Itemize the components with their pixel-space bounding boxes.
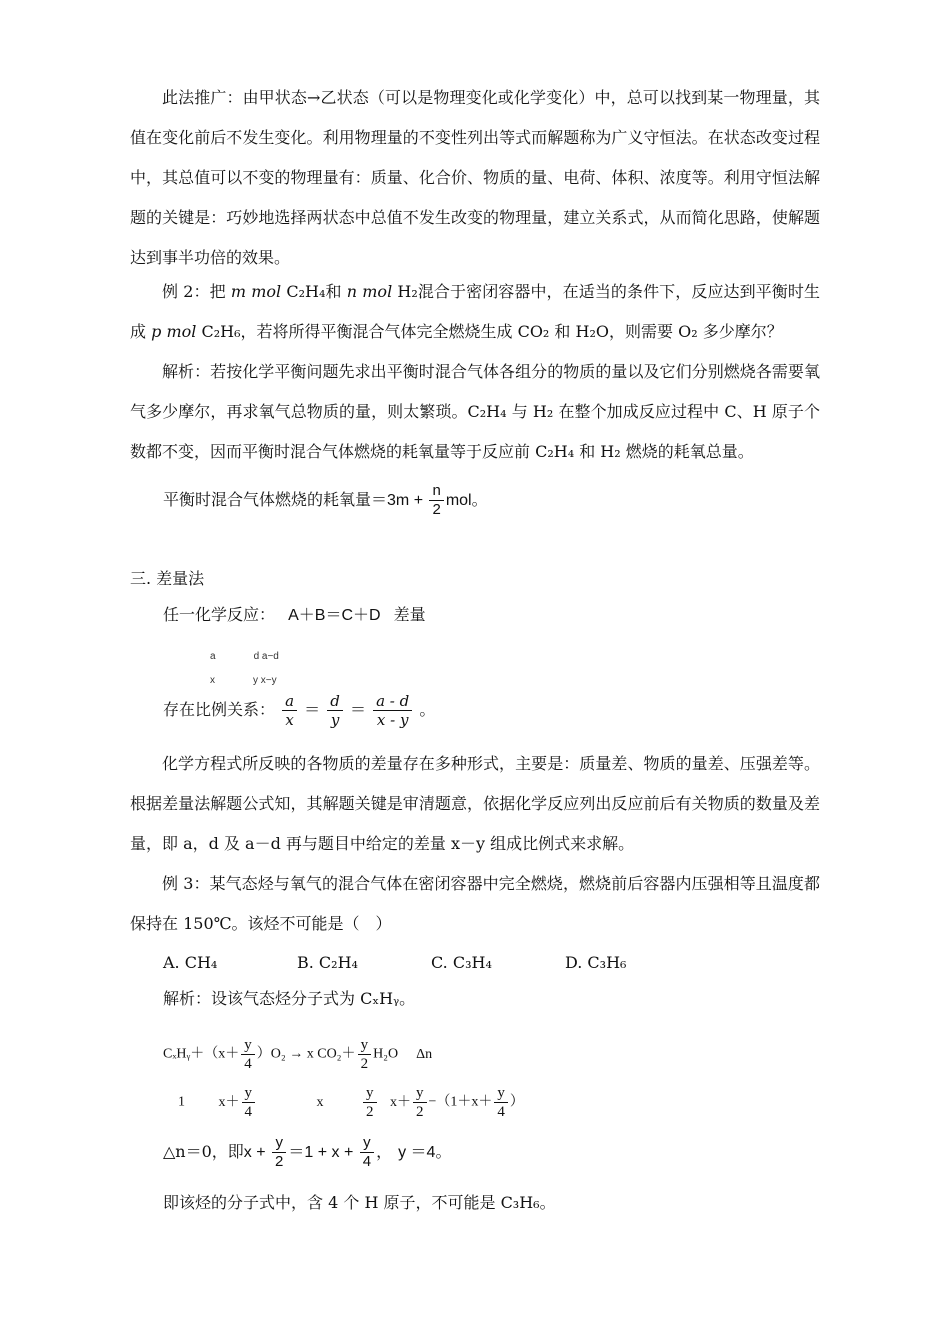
text: x	[210, 675, 215, 686]
text: △n＝0，即	[163, 1142, 244, 1161]
numerator: d	[327, 692, 343, 711]
paragraph-difference-forms: 化学方程式所反映的各物质的差量存在多种形式，主要是：质量差、物质的量差、压强差等。根据差量法解题公式知，其解题关键是审清题意，依据化学反应列出反应前后有关物质的数量及差量，即 a，d 及 a－d 再与题目中给定的差量 x－y 组成比例式来求解。	[130, 754, 820, 853]
text: CₓHᵧ＋（x＋	[163, 1046, 240, 1062]
general-reaction-line	[163, 604, 426, 627]
numerator: y	[242, 1084, 256, 1103]
paragraph-generalized-conservation: 此法推广：由甲状态→乙状态（可以是物理变化或化学变化）中，总可以找到某一物理量，其值在变化前后不发生变化。利用物理量的不变性列出等式而解题称为广义守恒法。在状态改变过程中，其总值可以不变的物理量有：质量、化合价、物质的量、电荷、体积、浓度等。利用守恒法解题的关键是：巧妙地选择两状态中总值不发生改变的物理量，建立关系式，从而简化思路，使解题达到事半功倍的效果。	[130, 88, 820, 267]
text: x	[316, 1094, 324, 1110]
text: ，	[376, 1142, 393, 1161]
text: x＋	[218, 1094, 240, 1110]
text: y ＝4	[398, 1144, 436, 1161]
numerator: y	[272, 1134, 286, 1153]
oxygen-consumption-line	[163, 482, 488, 519]
text: Δn	[416, 1046, 433, 1062]
numerator: y	[413, 1084, 427, 1103]
fraction	[358, 1036, 372, 1073]
text: 平衡时混合气体燃烧的耗氧量	[163, 490, 372, 509]
denominator: 4	[244, 1104, 252, 1120]
numerator: a	[282, 692, 297, 711]
text: d a−d	[253, 651, 279, 662]
fraction	[272, 1134, 286, 1171]
fraction	[327, 692, 343, 729]
text: 1	[178, 1094, 185, 1110]
fraction	[242, 1084, 256, 1121]
fraction	[363, 1084, 377, 1121]
text: m mol	[230, 282, 282, 301]
reaction-equation: A＋B＝C＋D	[288, 607, 381, 624]
fraction	[241, 1036, 255, 1073]
denominator: 4	[497, 1104, 505, 1120]
formula: C₂H₆	[201, 322, 241, 341]
denominator: 2	[432, 501, 441, 518]
options-row	[163, 952, 699, 974]
text: ＝3m +	[371, 492, 428, 509]
text: 和	[325, 282, 342, 301]
denominator: y	[330, 711, 340, 729]
fraction	[373, 692, 412, 729]
text: x＋	[390, 1094, 411, 1110]
text: ）	[509, 1094, 524, 1110]
paragraph-example-3: 例 3：某气态烃与氧气的混合气体在密闭容器中完全燃烧，燃烧前后容器内压强相等且温度都保持在 150℃。该烃不可能是（ ）	[130, 874, 820, 933]
text: 存在比例关系：	[163, 700, 276, 719]
numerator: y	[494, 1084, 508, 1103]
paragraph-analysis-1: 解析：若按化学平衡问题先求出平衡时混合气体各组分的物质的量以及它们分别燃烧各需要氧气多少摩尔，再求氧气总物质的量，则太繁琐。C₂H₄ 与 H₂ 在整个加成反应过程中 C、H 原子个数都不变，因而平衡时混合气体燃烧的耗氧量等于反应前 C₂H₄ 和 H₂ 燃烧的耗氧总量。	[130, 362, 820, 461]
text: n mol	[346, 282, 393, 301]
text: 。	[471, 490, 488, 509]
text: mol	[445, 492, 472, 509]
numerator: y	[363, 1084, 377, 1103]
denominator: x - y	[376, 711, 409, 729]
text: ）O₂ → x CO₂＋	[256, 1046, 356, 1062]
text: x +	[243, 1144, 271, 1161]
text: 。	[419, 700, 436, 719]
denominator: x	[285, 711, 294, 729]
paragraph-example-2	[130, 272, 820, 352]
coefficient-row	[178, 1084, 524, 1121]
option-a: A. CH₄	[163, 953, 218, 972]
denominator: 2	[275, 1153, 284, 1170]
fraction	[494, 1084, 508, 1121]
analysis-2-intro: 解析：设该气态烃分子式为 CₓHᵧ。	[163, 989, 416, 1008]
text: 混合于密闭容器中，在适当的条件下，反应达到平衡时生成	[130, 282, 820, 341]
combustion-equation	[163, 1036, 432, 1073]
text: ＝	[304, 700, 321, 719]
section-heading-difference-method: 三. 差量法	[130, 569, 205, 588]
denominator: 4	[362, 1153, 372, 1170]
denominator: 4	[244, 1056, 252, 1072]
text: 任一化学反应：	[163, 605, 276, 624]
option-b: B. C₂H₄	[297, 953, 358, 972]
text: 。	[435, 1142, 452, 1161]
conclusion-line: 即该烃的分子式中，含 4 个 H 原子，不可能是 C₃H₆。	[163, 1193, 556, 1212]
fraction	[360, 1134, 374, 1171]
text: −（1＋x＋	[428, 1094, 493, 1110]
ratio-line	[163, 692, 435, 729]
option-d: D. C₃H₆	[565, 953, 627, 972]
text: ，若将所得平衡混合气体完全燃烧生成 CO₂ 和 H₂O，则需要 O₂ 多少摩尔？	[240, 322, 783, 341]
denominator: 2	[360, 1056, 369, 1072]
text: ＝	[349, 700, 366, 719]
formula: H₂	[397, 282, 418, 301]
numerator: y	[358, 1036, 372, 1055]
text: ＝1 + x +	[288, 1144, 358, 1161]
text: a	[210, 651, 216, 662]
numerator: y	[360, 1134, 374, 1153]
delta-n-line	[163, 1134, 451, 1171]
small-row-1	[210, 646, 279, 668]
text: p mol	[151, 322, 197, 341]
fraction	[282, 692, 297, 729]
denominator: 2	[416, 1104, 424, 1120]
fraction	[429, 482, 443, 519]
text: 差量	[393, 605, 426, 624]
text: H₂O	[373, 1046, 399, 1062]
text: 例 2：把	[162, 282, 226, 301]
numerator: n	[429, 482, 443, 501]
numerator: y	[241, 1036, 255, 1055]
small-row-2	[210, 670, 277, 692]
fraction	[413, 1084, 427, 1121]
denominator: 2	[366, 1104, 374, 1120]
option-c: C. C₃H₄	[431, 953, 492, 972]
numerator: a - d	[373, 692, 412, 711]
text: y x−y	[253, 675, 277, 686]
formula: C₂H₄	[286, 282, 326, 301]
